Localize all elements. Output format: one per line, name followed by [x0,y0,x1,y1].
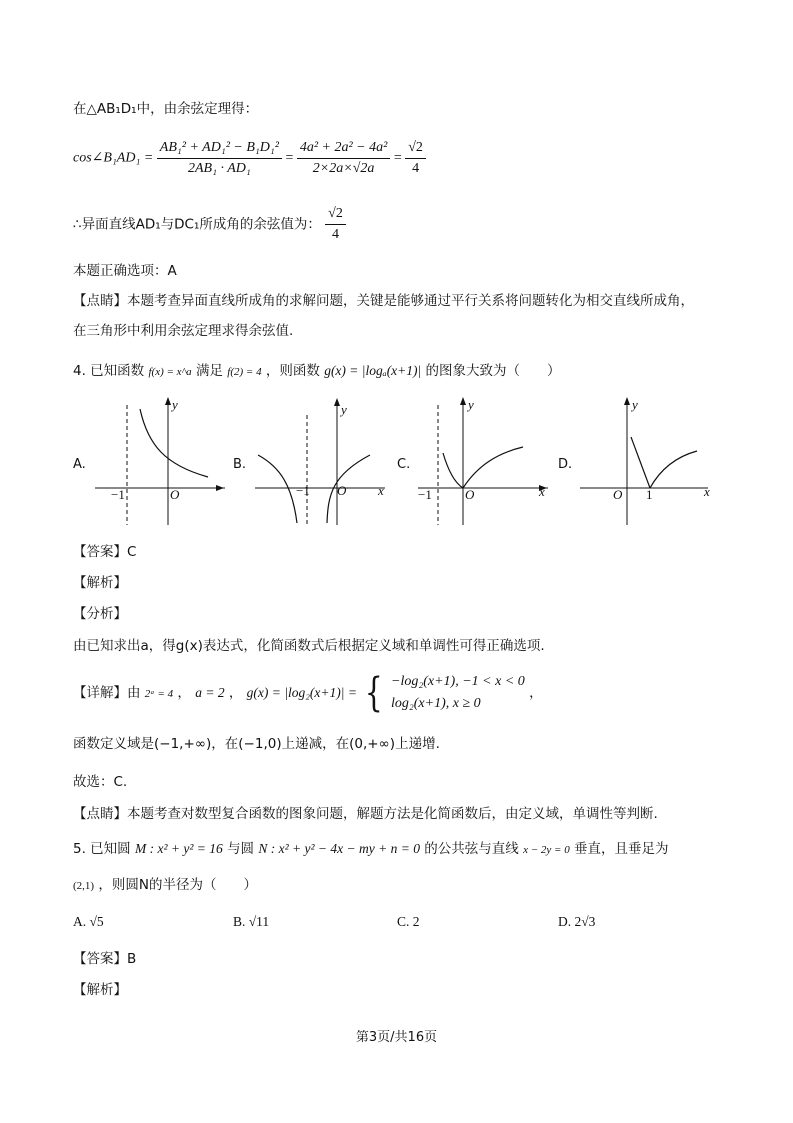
comment-1-line-2: 在三角形中利用余弦定理求得余弦值. [73,323,294,339]
option-c-origin-label: O [465,487,475,502]
q4-gx: g(x) = |logₐ(x+1)| [324,363,422,378]
option-a-y-label: y [172,397,178,412]
answer-line: 本题正确选项：A [73,263,177,279]
q4-text-a: 4. 已知函数 [73,363,145,379]
fraction-3-numerator: √2 [405,138,426,159]
case-2: log₂(x+1), x ≥ 0 [391,696,481,711]
q5-text-e: ，则圆N的半径为（ ） [98,877,257,893]
option-a-neg1-label: −1 [111,487,125,502]
q5-option-c: C. 2 [397,914,420,929]
option-b-x-label: x [378,483,384,498]
q5-option-b: B. √11 [233,914,270,929]
option-c-neg1-label: −1 [418,487,432,502]
q5-option-d: D. 2√3 [558,914,596,929]
left-brace: { [365,670,383,716]
q5-text-a: 5. 已知圆 [73,841,131,857]
fraction-2-numerator: 4a² + 2a² − 4a² [297,138,391,159]
q4-fx: f(x) = x^a [148,366,192,378]
option-d-x-label: x [704,484,710,499]
comment-1-line-1: 【点睛】本题考查异面直线所成角的求解问题，关键是能够通过平行关系将问题转化为相交直线所成角， [73,293,694,309]
q5-answer: 【答案】B [73,951,137,967]
option-b-y-label: y [341,402,347,417]
intro-line: 在△AB₁D₁中，由余弦定理得： [73,101,259,117]
formula-lhs: cos∠B₁AD₁ = [73,150,154,166]
fraction-2-denominator: 2×2a×√2a [312,161,375,176]
q4-text-c: ，则函数 [265,363,320,379]
question-5-line-2 [73,876,257,895]
option-b-origin-label: O [337,483,347,498]
option-d-graph [575,395,715,530]
formula-fraction-2 [297,138,391,179]
q5-text-d: 垂直，且垂足为 [574,841,669,857]
fraction-1-denominator: 2AB₁ · AD₁ [187,161,251,176]
fraction-1-numerator: AB₁² + AD₁² − B₁D₁² [157,138,282,159]
equals-sign: = [393,150,402,166]
q4-answer: 【答案】C [73,544,137,560]
q5-foot-point: (2,1) [73,880,95,892]
q4-jiexi: 【解析】 [73,575,127,591]
q4-fenxi: 【分析】 [73,606,127,622]
comment-2: 【点睛】本题考查对数型复合函数的图象问题，解题方法是化简函数后，由定义域，单调性等判断. [73,806,658,822]
q5-circle-n: N : x² + y² − 4x − my + n = 0 [258,841,420,856]
page-footer: 第3页/共16页 [355,1030,438,1045]
option-a-origin-label: O [170,487,180,502]
q4-detail-cond: 2ᵃ = 4 [144,688,174,700]
option-c-graph [413,395,558,530]
q5-text-b: 与圆 [227,841,255,857]
question-5-line-1 [73,840,669,859]
option-d-origin-label: O [613,487,623,502]
q4-text-d: 的图象大致为（ ） [425,363,561,379]
formula-fraction-1 [157,138,282,179]
q4-fenxi-text: 由已知求出a，得g(x)表达式，化简函数式后根据定义域和单调性可得正确选项. [73,638,545,654]
conclusion-fraction [325,204,346,245]
q4-choose: 故选：C. [73,774,128,790]
q4-detail-g-expr: g(x) = |log₂(x+1)| = [246,685,357,700]
option-d-one-label: 1 [646,487,653,502]
equals-sign: = [285,150,294,166]
q4-detail-a-value: a = 2 [195,685,225,700]
q4-f2: f(2) = 4 [227,366,262,378]
piecewise-cases [391,671,525,715]
conclusion-text: ∴异面直线AD₁与DC₁所成角的余弦值为： [73,216,321,233]
option-d-y-label: y [632,397,638,412]
cosine-formula [73,138,426,179]
option-c-letter: C. [397,457,411,472]
q4-detail-label: 【详解】由 [73,685,141,701]
fraction-3-denominator: 4 [412,161,420,176]
question-4-stem [73,362,561,381]
q4-detail-sep2: ， [228,685,243,701]
option-d-letter: D. [558,457,573,472]
case-1: −log₂(x+1), −1 < x < 0 [391,674,525,689]
q4-text-b: 满足 [195,363,223,379]
q4-detail [73,668,543,718]
option-c-x-label: x [539,484,545,499]
option-c-y-label: y [468,397,474,412]
conclusion-denominator: 4 [332,227,340,242]
option-a-graph [90,395,230,530]
q4-detail-sep: ， [177,685,191,701]
q5-option-a: A. √5 [73,914,104,929]
conclusion-line [73,204,346,245]
option-b-graph [250,395,395,530]
q5-line: x − 2y = 0 [523,844,570,856]
q5-jiexi: 【解析】 [73,982,127,998]
q4-detail-tail: ， [529,685,543,701]
conclusion-numerator: √2 [325,204,346,225]
q4-domain-line: 函数定义域是(−1,+∞)，在(−1,0)上递减，在(0,+∞)上递增. [73,736,440,752]
q5-text-c: 的公共弦与直线 [424,841,519,857]
option-a-letter: A. [73,457,86,472]
option-b-letter: B. [233,457,247,472]
formula-fraction-3 [405,138,426,179]
q5-circle-m: M : x² + y² = 16 [134,841,223,856]
option-b-neg1-label: −1 [296,483,310,498]
